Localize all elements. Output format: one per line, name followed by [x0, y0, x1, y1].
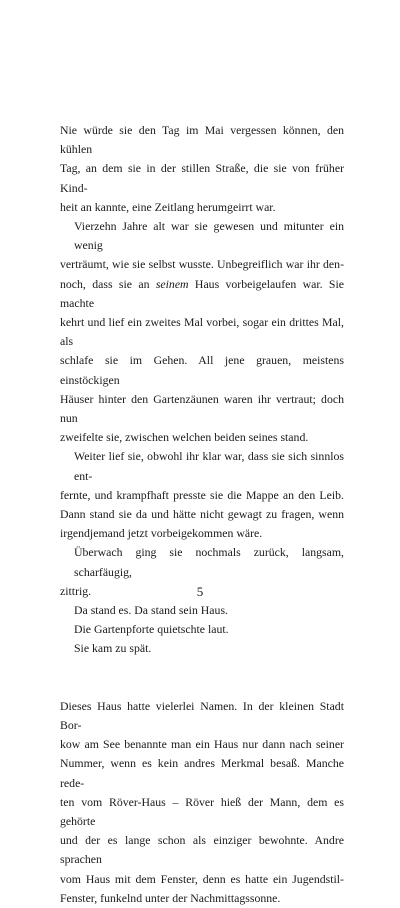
text-line: Tag, an dem sie in der stillen Straße, die sie von früher Kind-	[60, 161, 344, 195]
paragraph-1	[60, 121, 344, 217]
text-line: fernte, und krampfhaft presste sie die Mappe an den Leib.	[60, 487, 344, 502]
text-line: Die Gartenpforte quietschte laut.	[74, 622, 229, 637]
paragraph-5	[60, 601, 344, 620]
text-line: Sie kam zu spät.	[74, 641, 152, 656]
text-line: Weiter lief sie, obwohl ihr klar war, dass sie sich sinnlos ent-	[74, 449, 344, 483]
text-line: Dieses Haus hatte vielerlei Namen. In der kleinen Stadt Bor-	[60, 698, 344, 732]
text-line: schlafe sie im Gehen. All jene grauen, meistens einstöckigen	[60, 353, 344, 387]
section-break	[60, 659, 344, 697]
text-line: Nummer, wenn es kein andres Merkmal besaß. Manche rede-	[60, 756, 344, 790]
text-line: Nie würde sie den Tag im Mai vergessen können, den kühlen	[60, 123, 344, 157]
text-line: heit an kannte, eine Zeitlang herumgeirrt war.	[60, 199, 276, 214]
page-number: 5	[196, 584, 204, 599]
text-line: Da stand es. Da stand sein Haus.	[74, 603, 228, 618]
text-line: Häuser hinter den Gartenzäunen waren ihr vertraut; doch nun	[60, 391, 344, 426]
text-line: vom Haus mit dem Fenster, denn es hatte ein Jugendstil-	[60, 871, 344, 886]
text-line: kehrt und lief ein zweites Mal vorbei, sogar ein drittes Mal, als	[60, 315, 344, 349]
text-line: verträumt, wie sie selbst wusste. Unbegreiflich war ihr den-	[60, 257, 344, 272]
text-line: kow am See benannte man ein Haus nur dann nach seiner	[60, 737, 344, 752]
text-line: und der es lange schon als einziger bewohnte. Andre sprachen	[60, 833, 344, 867]
text-line: Überwach ging sie nochmals zurück, langsam, scharfäugig,	[74, 545, 344, 579]
text-line: ten vom Röver-Haus – Röver hieß der Mann, dem es gehörte	[60, 794, 344, 828]
emphasized-word: seinem	[155, 276, 189, 291]
text-fragment: Haus vorbeigelaufen war. Sie machte	[60, 276, 344, 310]
text-line: Dann stand sie da und hätte nicht gewagt zu fragen, wenn	[60, 507, 344, 522]
text-line: zweifelte sie, zwischen welchen beiden seines stand.	[60, 430, 309, 445]
paragraph-7	[60, 639, 344, 658]
text-fragment: noch, dass sie an	[60, 276, 156, 291]
text-line: irgendjemand jetzt vorbeigekommen wäre.	[60, 526, 263, 541]
book-page-text	[60, 121, 344, 908]
text-line: zittrig.	[60, 583, 92, 598]
paragraph-6	[60, 620, 344, 639]
text-line: Vierzehn Jahre alt war sie gewesen und mitunter ein wenig	[74, 219, 344, 253]
text-line: Fenster, funkelnd unter der Nachmittagssonne.	[60, 890, 281, 905]
text-line	[60, 275, 344, 313]
paragraph-8	[60, 697, 344, 908]
paragraph-3	[60, 447, 344, 543]
paragraph-2	[60, 217, 344, 447]
